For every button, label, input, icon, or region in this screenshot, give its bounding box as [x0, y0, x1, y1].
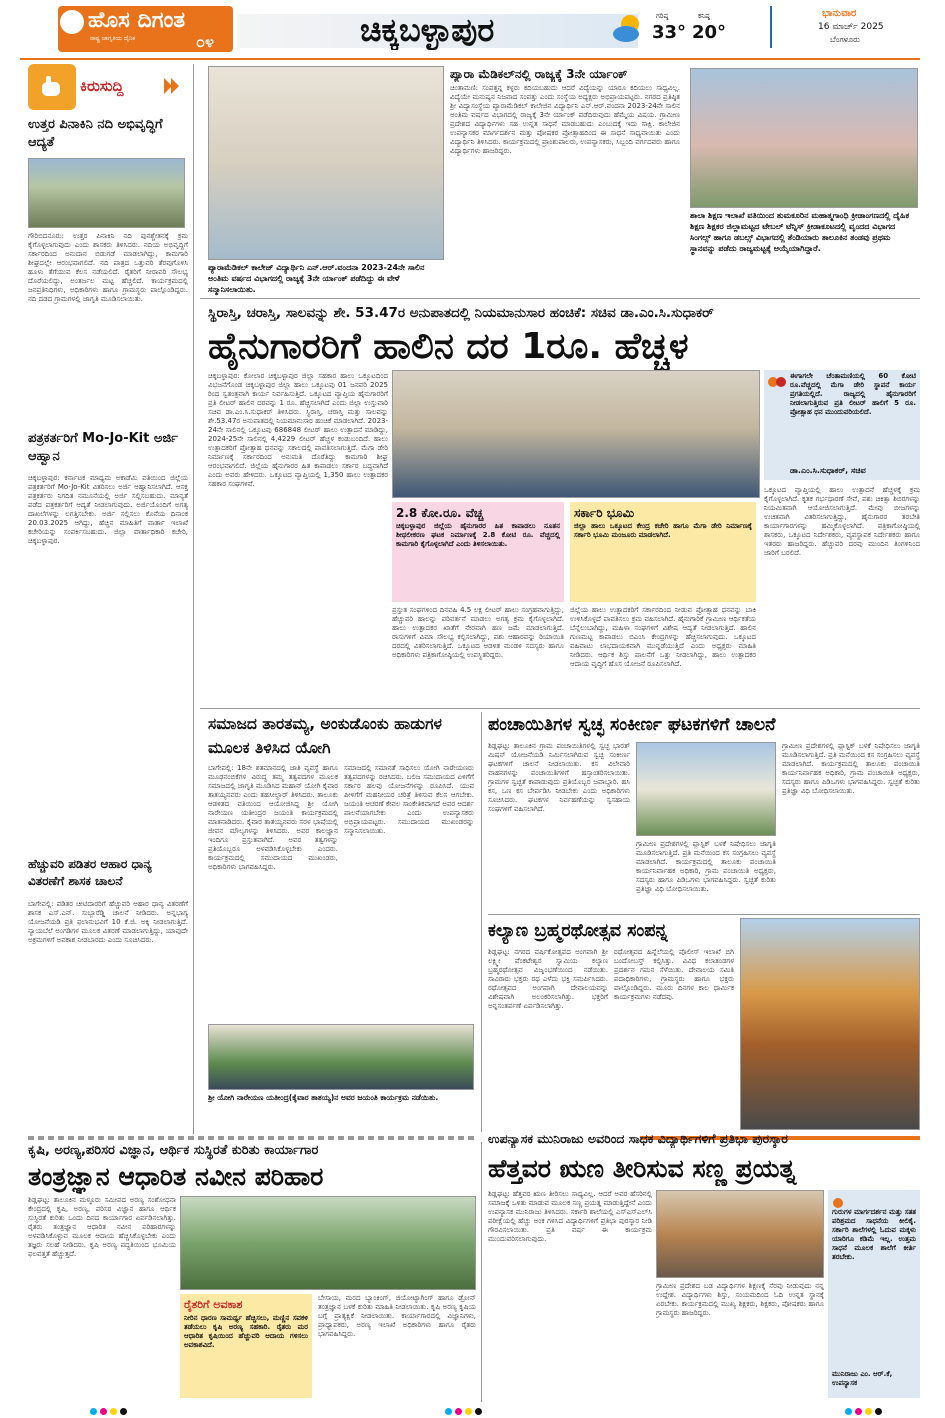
lead-box2-title: ಸರ್ಕಾರಿ ಭೂಮಿ	[574, 506, 635, 520]
quote-icon	[768, 374, 786, 388]
yogi-body2: ಸಮಾಜದಲ್ಲಿ ಸಮಾನತೆ ಸಾಧಿಸಲು ಯೋಗಿ ನಾರೇಯಣರು ತತ್ವಪದಗಳನ್ನು ರಚಿಸಿದರು. ಬಲಿಜ ಸಮುದಾಯದ ಏಳಿಗೆಗೆ ಸರ್ಕಾರ ಹಲವು ಯೋಜನೆಗಳನ್ನು ರೂಪಿಸಿದೆ. ಯುವ ಪೀಳಿಗೆಗೆ ಮಹನೀಯರ ಚರಿತ್ರೆ ತಿಳಿಸುವ ಕೆಲಸ ಆಗಬೇಕು. ಜಯಂತಿ ಆಚರಣೆ ಕೇವಲ ಸಾಂಕೇತಿಕವಾಗದೆ ಅವರ ಆದರ್ಶ ಪಾಲನೆಯಾಗಬೇಕು ಎಂದು ಉಪನ್ಯಾಸಕರು ಅಭಿಪ್ರಾಯಪಟ್ಟರು. ಸಮುದಾಯದ ಮುಖಂಡರನ್ನು ಸನ್ಮಾನಿಸಲಾಯಿತು.	[344, 764, 474, 835]
yogi-photo	[208, 1024, 474, 1090]
agro-photo	[180, 1196, 476, 1290]
award-quote-icon	[832, 1194, 844, 1206]
award-body: ಶಿಡ್ಲಘಟ್ಟ: ಹೆತ್ತವರ ಋಣ ತೀರಿಸಲು ಸಾಧ್ಯವಿಲ್ಲ. ಆದರೆ ಅವರ ಹೆಸರಿನಲ್ಲಿ ಸಮಾಜಕ್ಕೆ ಒಳಿತು ಮಾಡುವ ಮೂಲಕ ಸಣ್ಣ ಪ್ರಯತ್ನ ಮಾಡುತ್ತಿದ್ದೇನೆ ಎಂದು ಉಪನ್ಯಾಸಕ ಮುನಿರಾಜು ತಿಳಿಸಿದರು. ಸರ್ಕಾರಿ ಶಾಲೆಯಲ್ಲಿ ಎಸ್‌ಎಸ್‌ಎಲ್‌ಸಿ ಪರೀಕ್ಷೆಯಲ್ಲಿ ಹೆಚ್ಚು ಅಂಕ ಗಳಿಸಿದ ವಿದ್ಯಾರ್ಥಿಗಳಿಗೆ ಪ್ರತಿಭಾ ಪುರಸ್ಕಾರ ನೀಡಿ ಗೌರವಿಸಲಾಯಿತು. ಪ್ರತಿ ವರ್ಷ ಈ ಕಾರ್ಯಕ್ರಮ ಮುಂದುವರಿಸಲಾಗುವುದು.	[488, 1190, 652, 1243]
lead-box1-body: ಚಿಕ್ಕಬಳ್ಳಾಪುರ ಜಿಲ್ಲೆಯ ಹೈನುಗಾರರ ಹಿತ ಕಾಪಾಡಲು ನೂತನ ಶೀಥಲೀಕರಣ ಘಟಕ ನಿರ್ಮಾಣಕ್ಕೆ 2.8 ಕೋಟಿ ರೂ. ವೆಚ್ಚದಲ್ಲಿ ಕಾಮಗಾರಿ ಕೈಗೊಳ್ಳಲಾಗಿದೆ ಎಂದು ತಿಳಿಸಲಾಯಿತು.	[396, 522, 560, 548]
day: ಭಾನುವಾರ	[822, 8, 857, 19]
lead-box2-body: ಜಿಲ್ಲಾ ಹಾಲು ಒಕ್ಕೂಟದ ಕೇಂದ್ರ ಕಚೇರಿ ಹಾಗೂ ಮೆಗಾ ಡೇರಿ ನಿರ್ಮಾಣಕ್ಕೆ ಸರ್ಕಾರಿ ಭೂಮಿ ಮಂಜೂರು ಮಾಡಲಾಗಿದೆ.	[574, 522, 752, 539]
chevron-icon	[162, 76, 182, 96]
logo-text: ಹೊಸ ದಿಗಂತ	[88, 8, 186, 33]
mid-right-rule	[488, 914, 920, 915]
registration-marks-right	[845, 1408, 882, 1415]
min-temp: 20°	[692, 22, 727, 43]
masthead	[0, 0, 945, 58]
logo-tagline: ರಾಷ್ಟ್ರ ಜಾಗೃತಿಯ ದೈನಿಕ	[90, 35, 136, 42]
lead-box1-title: 2.8 ಕೋ.ರೂ. ವೆಚ್ಚ	[396, 506, 484, 520]
section-divider-left	[28, 1136, 476, 1140]
story3-title: ಹೆಚ್ಚುವರಿ ಪಡಿತರ ಆಹಾರ ಧಾನ್ಯ ವಿತರಣೆಗೆ ಶಾಸಕ ಚಾಲನೆ	[28, 857, 152, 888]
swachh-body2: ಗ್ರಾಮೀಣ ಪ್ರದೇಶಗಳಲ್ಲಿ ಪ್ಲಾಸ್ಟಿಕ್ ಬಳಕೆ ನಿಷೇಧಿಸಲು ಜಾಗೃತಿ ಮೂಡಿಸಲಾಗುತ್ತಿದೆ. ಪ್ರತಿ ಮನೆಯಿಂದ ಕಸ ಸಂಗ್ರಹಿಸಲು ವ್ಯವಸ್ಥೆ ಮಾಡಲಾಗಿದೆ. ಕಾರ್ಯಕ್ರಮದಲ್ಲಿ ತಾಲೂಕು ಪಂಚಾಯಿತಿ ಕಾರ್ಯನಿರ್ವಾಹಕ ಅಧಿಕಾರಿ, ಗ್ರಾಮ ಪಂಚಾಯಿತಿ ಅಧ್ಯಕ್ಷರು, ಸದಸ್ಯರು ಹಾಗೂ ಪಿಡಿಒಗಳು ಭಾಗವಹಿಸಿದ್ದರು. ಸ್ವಚ್ಛತೆ ಕುರಿತು ಪ್ರತಿಜ್ಞಾ ವಿಧಿ ಬೋಧಿಸಲಾಯಿತು.	[636, 840, 776, 893]
registration-marks-center	[445, 1408, 482, 1415]
min-temp-label: ಕನಿಷ್ಠ	[698, 12, 710, 20]
story1-body: ಗೌರಿಬಿದನೂರು: ಉತ್ತರ ಪಿನಾಕಿನಿ ನದಿ ಪುನಶ್ಚೇತನಕ್ಕೆ ಕ್ರಮ ಕೈಗೊಳ್ಳಲಾಗುವುದು ಎಂದು ಶಾಸಕರು ತಿಳಿಸಿದರು. ನದಿಯ ಅಭಿವೃದ್ಧಿಗೆ ಸರ್ಕಾರದಿಂದ ಅನುದಾನ ಬಿಡುಗಡೆ ಮಾಡಲಾಗಿದ್ದು, ಕಾಮಗಾರಿ ಶೀಘ್ರದಲ್ಲೇ ಆರಂಭವಾಗಲಿದೆ. ನದಿ ಪಾತ್ರದ ಒತ್ತುವರಿ ತೆರವುಗೊಳಿಸಿ ಹೂಳು ತೆಗೆಯುವ ಕೆಲಸ ನಡೆಯಲಿದೆ. ರೈತರಿಗೆ ನೀರಾವರಿ ಸೌಲಭ್ಯ ದೊರೆಯಲಿದ್ದು, ಅಂತರ್ಜಲ ಮಟ್ಟ ಹೆಚ್ಚಲಿದೆ. ಕಾರ್ಯಕ್ರಮದಲ್ಲಿ ಜನಪ್ರತಿನಿಧಿಗಳು, ಅಧಿಕಾರಿಗಳು ಹಾಗೂ ಗ್ರಾಮಸ್ಥರು ಪಾಲ್ಗೊಂಡಿದ್ದರು. ನದಿ ದಡದ ಗ್ರಾಮಗಳಲ್ಲಿ ಜಾಗೃತಿ ಮೂಡಿಸಲಾಯಿತು.	[28, 232, 188, 303]
agro-box-title: ರೈತರಿಗೆ ಅವಕಾಶ	[184, 1298, 243, 1311]
lead-photo	[392, 370, 760, 498]
agro-body: ಶಿಡ್ಲಘಟ್ಟ: ತಾಲೂಕಿನ ಮಳ್ಳೂರು ಸಮೀಪದ ಅರಣ್ಯ ಸಂಶೋಧನಾ ಕೇಂದ್ರದಲ್ಲಿ ಕೃಷಿ, ಅರಣ್ಯ, ಪರಿಸರ ವಿಜ್ಞಾನ ಹಾಗೂ ಆರ್ಥಿಕ ಸುಸ್ಥಿರತೆ ಕುರಿತು ಒಂದು ದಿನದ ಕಾರ್ಯಾಗಾರ ಏರ್ಪಡಿಸಲಾಗಿತ್ತು. ರೈತರು ತಂತ್ರಜ್ಞಾನ ಆಧಾರಿತ ನವೀನ ಪರಿಹಾರಗಳನ್ನು ಅಳವಡಿಸಿಕೊಳ್ಳುವ ಮೂಲಕ ಆದಾಯ ಹೆಚ್ಚಿಸಿಕೊಳ್ಳಬೇಕು ಎಂದು ತಜ್ಞರು ಸಲಹೆ ನೀಡಿದರು. ಕೃಷಿ ಅರಣ್ಯ ಪದ್ಧತಿಯಿಂದ ಭೂಮಿಯ ಫಲವತ್ತತೆ ಹೆಚ್ಚುತ್ತದೆ.	[28, 1196, 176, 1258]
swachh-photo	[636, 742, 776, 836]
registration-marks	[90, 1408, 127, 1415]
swachh-headline: ಪಂಚಾಯಿತಿಗಳ ಸ್ವಚ್ಛ ಸಂಕೀರ್ಣ ಘಟಕಗಳಿಗೆ ಚಾಲನೆ	[488, 715, 776, 735]
sports-photo-caption: ಶಾಲಾ ಶಿಕ್ಷಣ ಇಲಾಖೆ ವತಿಯಿಂದ ತುಮಕೂರಿನ ಮಹಾತ್ಮಗಾಂಧಿ ಕ್ರೀಡಾಂಗಣದಲ್ಲಿ ದೈಹಿಕ ಶಿಕ್ಷಣ ಶಿಕ್ಷಕರ ಜಿಲ್ಲಾಮಟ್ಟದ ಟೇಬಲ್ ಟೆನ್ನಿಸ್ ಕ್ರೀಡಾಕೂಟದಲ್ಲಿ ವೃಂದದ ವಿಭಾಗದ ಸಿಂಗಲ್ಸ್ ಹಾಗೂ ಡಬಲ್ಸ್ ವಿಭಾಗದಲ್ಲಿ ತೆಂಡಿಯಾರು ತಾಲೂಕಿನ ತಂಡವು ಪ್ರಥಮ ಸ್ಥಾನವನ್ನು ಪಡೆದು ರಾಜ್ಯಮಟ್ಟಕ್ಕೆ ಆಯ್ಕೆಯಾಗಿದ್ದಾರೆ.	[690, 211, 910, 253]
lead-rule	[200, 708, 920, 709]
lead-body3: ಜಿಲ್ಲೆಯ ಹಾಲು ಉತ್ಪಾದಕರಿಗೆ ಸರ್ಕಾರದಿಂದ ನೀಡುವ ಪ್ರೋತ್ಸಾಹ ಧನವನ್ನು ಬಾಕಿ ಉಳಿಸಿಕೊಳ್ಳದೆ ಪಾವತಿಸಲು ಕ್ರಮ ವಹಿಸಲಾಗಿದೆ. ಹೈನುಗಾರಿಕೆ ಗ್ರಾಮೀಣ ಆರ್ಥಿಕತೆಯ ಬೆನ್ನೆಲುಬಾಗಿದ್ದು, ಮಹಿಳಾ ಸಂಘಗಳಿಗೆ ವಿಶೇಷ ಆದ್ಯತೆ ನೀಡಲಾಗುತ್ತಿದೆ. ಹಾಲಿನ ಗುಣಮಟ್ಟ ಕಾಪಾಡಲು ಬಿಎಂಸಿ ಕೇಂದ್ರಗಳನ್ನು ಹೆಚ್ಚಿಸಲಾಗುವುದು. ಒಕ್ಕೂಟದ ವಹಿವಾಟು ಲಾಭದಾಯಕವಾಗಿ ಮುನ್ನಡೆಯುತ್ತಿದೆ ಎಂದು ಅಧ್ಯಕ್ಷರು ಮಾಹಿತಿ ನೀಡಿದರು. ಆರ್ಥಿಕ ಶಿಸ್ತು ಪಾಲನೆಗೆ ಒತ್ತು ನೀಡಲಾಗಿದ್ದು, ಹಾಲು ಉತ್ಪಾದಕರ ಆದಾಯ ವೃದ್ಧಿಗೆ ಹೊಸ ಯೋಜನೆ ರೂಪಿಸಲಾಗಿದೆ.	[570, 606, 756, 668]
agro-headline: ತಂತ್ರಜ್ಞಾನ ಆಧಾರಿತ ನವೀನ ಪರಿಹಾರ	[28, 1162, 324, 1191]
rank-photo	[208, 66, 444, 260]
story3-body: ಬಾಗೇಪಲ್ಲಿ: ಪಡಿತರ ಚೀಟಿದಾರರಿಗೆ ಹೆಚ್ಚುವರಿ ಆಹಾರ ಧಾನ್ಯ ವಿತರಣೆಗೆ ಶಾಸಕ ಎಸ್.ಎನ್. ಸುಬ್ಬಾರೆಡ್ಡಿ ಚಾಲನೆ ನೀಡಿದರು. ಅನ್ನಭಾಗ್ಯ ಯೋಜನೆಯಡಿ ಪ್ರತಿ ಫಲಾನುಭವಿಗೆ 10 ಕೆ.ಜಿ. ಅಕ್ಕಿ ನೀಡಲಾಗುತ್ತಿದೆ. ನ್ಯಾಯಬೆಲೆ ಅಂಗಡಿಗಳ ಮೂಲಕ ವಿತರಣೆ ಮಾಡಲಾಗುತ್ತಿದ್ದು, ಯಾವುದೇ ಅಕ್ರಮಗಳಿಗೆ ಅವಕಾಶ ನೀಡಬಾರದು ಎಂದು ಸೂಚಿಸಿದರು.	[28, 900, 188, 944]
date: 16 ಮಾರ್ಚ್ 2025	[818, 22, 884, 32]
yogi-headline: ಸಮಾಜದ ತಾರತಮ್ಯ, ಅಂಕುಡೊಂಕು ಹಾಡುಗಳ ಮೂಲಕ ತಿಳಿಸಿದ ಯೋಗಿ	[208, 715, 442, 757]
rank-headline: ಪ್ಯಾರಾ ಮೆಡಿಕಲ್‌ನಲ್ಲಿ ರಾಜ್ಯಕ್ಕೆ 3ನೇ ರ್ಯಾಂಕ್	[450, 67, 628, 81]
rank-body: ಚಿಂತಾಮಣಿ: ಸಂಪತ್ತನ್ನ ಕಳ್ಳರು ಕದಿಯಬಹುದು ಆದರೆ ವಿದ್ಯೆಯನ್ನು ಯಾರೂ ಕದಿಯಲು ಸಾಧ್ಯವಿಲ್ಲ. ವಿದ್ಯೆಯೇ ಮನುಷ್ಯನ ನಿಜವಾದ ಸಂಪತ್ತು ಎಂದು ಸಂಸ್ಥೆಯ ಅಧ್ಯಕ್ಷರು ಅಭಿಪ್ರಾಯಪಟ್ಟರು. ನಗರದ ಪ್ರತಿಷ್ಠಿತ ಶ್ರೀ ವಿದ್ಯಾಸಂಸ್ಥೆಯ ಪ್ಯಾರಾಮೆಡಿಕಲ್ ಕಾಲೇಜಿನ ವಿದ್ಯಾರ್ಥಿನಿ ಎನ್.ಆರ್.ವಂದನಾ 2023-24ನೇ ಸಾಲಿನ ಅಂತಿಮ ವರ್ಷದ ವಿಭಾಗದಲ್ಲಿ ರಾಜ್ಯಕ್ಕೆ 3ನೇ ರ್ಯಾಂಕ್ ಪಡೆದಿರುವುದು ಹೆಮ್ಮೆಯ ವಿಷಯ. ಗ್ರಾಮೀಣ ಪ್ರದೇಶದ ವಿದ್ಯಾರ್ಥಿಗಳು ಸಹ ಉನ್ನತ ಸಾಧನೆ ಮಾಡಬಹುದು ಎಂಬುದಕ್ಕೆ ಇದು ಸಾಕ್ಷಿ. ಕಾಲೇಜಿನ ಉಪನ್ಯಾಸಕರ ಮಾರ್ಗದರ್ಶನ ಮತ್ತು ಪೋಷಕರ ಪ್ರೋತ್ಸಾಹದಿಂದ ಈ ಸಾಧನೆ ಸಾಧ್ಯವಾಯಿತು ಎಂದು ವಿದ್ಯಾರ್ಥಿನಿ ತಿಳಿಸಿದರು. ಕಾರ್ಯಕ್ರಮದಲ್ಲಿ ಪ್ರಾಂಶುಪಾಲರು, ಉಪನ್ಯಾಸಕರು, ಸಿಬ್ಬಂದಿ ವರ್ಗದವರು ಹಾಗೂ ವಿದ್ಯಾರ್ಥಿಗಳು ಹಾಜರಿದ್ದರು.	[450, 84, 680, 155]
yogi-photo-caption: ಶ್ರೀ ಯೋಗಿ ನಾರೇಯಣ ಯತೀಂದ್ರ(ಕೈವಾರ ತಾತಯ್ಯ)ನ ಅವರ ಜಯಂತಿ ಕಾರ್ಯಕ್ರಮ ನಡೆಯಿತು.	[208, 1093, 439, 1102]
ratha-body: ಶಿಡ್ಲಘಟ್ಟ: ನಗರದ ವರ್ಷಿಕೋತ್ಸವದ ಅಂಗವಾಗಿ ಶ್ರೀ ಲಕ್ಷ್ಮೀ ವೆಂಕಟೇಶ್ವರ ಸ್ವಾಮಿಯ ಕಲ್ಯಾಣ ಬ್ರಹ್ಮರಥೋತ್ಸವ ವಿಜೃಂಭಣೆಯಿಂದ ನಡೆಯಿತು. ಸಾವಿರಾರು ಭಕ್ತರು ರಥ ಎಳೆದು ಭಕ್ತಿ ಸಮರ್ಪಿಸಿದರು. ರಥೋತ್ಸವದ ಅಂಗವಾಗಿ ದೇವಾಲಯವನ್ನು ವಿಶೇಷವಾಗಿ ಅಲಂಕರಿಸಲಾಗಿತ್ತು. ಭಕ್ತರಿಗೆ ಅನ್ನಸಂತರ್ಪಣೆ ಏರ್ಪಡಿಸಲಾಗಿತ್ತು.	[488, 948, 608, 1010]
story2-title: ಪತ್ರಕರ್ತರಿಗೆ Mo-Jo-Kit ಅರ್ಜಿ ಆಹ್ವಾನ	[28, 431, 178, 464]
lead-quote-author: ಡಾ.ಎಂ.ಸಿ.ಸುಧಾಕರ್, ಸಚಿವ	[790, 466, 866, 475]
page-number: ೦೪	[196, 32, 214, 51]
award-kicker: ಉಪನ್ಯಾಸಕ ಮುನಿರಾಜು ಅವರಿಂದ ಸಾಧಕ ವಿದ್ಯಾರ್ಥಿಗಳಿಗೆ ಪ್ರತಿಭಾ ಪುರಸ್ಕಾರ	[488, 1131, 788, 1146]
agro-body2: ಬೇಸಾಯ, ಮರದ ಬ್ಯಾಂಕಿಂಗ್, ಜಿಯೋಟ್ಯಾಗಿಂಗ್ ಹಾಗೂ ಡ್ರೋನ್ ತಂತ್ರಜ್ಞಾನ ಬಳಕೆ ಕುರಿತು ಮಾಹಿತಿ ನೀಡಲಾಯಿತು. ಕೃಷಿ ಅರಣ್ಯ ಕೃಷಿಯ ಬಗ್ಗೆ ಪ್ರಾತ್ಯಕ್ಷಿಕೆ ನೀಡಲಾಯಿತು. ಕಾರ್ಯಾಗಾರದಲ್ಲಿ ವಿಜ್ಞಾನಿಗಳು, ಪ್ರಾಧ್ಯಾಪಕರು, ಅರಣ್ಯ ಇಲಾಖೆ ಅಧಿಕಾರಿಗಳು ಹಾಗೂ ರೈತರು ಭಾಗವಹಿಸಿದ್ದರು.	[318, 1294, 476, 1338]
edition-title: ಚಿಕ್ಕಬಳ್ಳಾಪುರ	[360, 11, 495, 49]
lead-body: ಚಿಕ್ಕಬಳ್ಳಾಪುರ: ಕೋಲಾರ ಚಿಕ್ಕಬಳ್ಳಾಪುರ ಜಿಲ್ಲಾ ಸಹಕಾರ ಹಾಲು ಒಕ್ಕೂಟದಿಂದ ವಿಭಜನೆಗೊಂಡ ಚಿಕ್ಕಬಳ್ಳಾಪುರ ಜಿಲ್ಲಾ ಹಾಲು ಒಕ್ಕೂಟವು 01 ಜನವರಿ 2025 ರಿಂದ ಸ್ವತಂತ್ರವಾಗಿ ಕಾರ್ಯ ನಿರ್ವಹಿಸುತ್ತಿದೆ. ಒಕ್ಕೂಟದ ವ್ಯಾಪ್ತಿಯ ಹೈನುಗಾರರಿಗೆ ಪ್ರತಿ ಲೀಟರ್ ಹಾಲಿನ ದರವನ್ನು 1 ರೂ. ಹೆಚ್ಚಿಸಲಾಗಿದೆ ಎಂದು ಜಿಲ್ಲಾ ಉಸ್ತುವಾರಿ ಸಚಿವ ಡಾ.ಎಂ.ಸಿ.ಸುಧಾಕರ್ ತಿಳಿಸಿದರು. ಸ್ಥಿರಾಸ್ತಿ, ಚರಾಸ್ತಿ ಮತ್ತು ಸಾಲವನ್ನು ಶೇ.53.47ರ ಅನುಪಾತದಲ್ಲಿ ನಿಯಮಾನುಸಾರ ಹಂಚಿಕೆ ಮಾಡಲಾಗಿದೆ. 2023-24ನೇ ಸಾಲಿನಲ್ಲಿ ಒಕ್ಕೂಟವು 686848 ಲೀಟರ್ ಹಾಲು ಉತ್ಪಾದನೆ ಮಾಡಿದ್ದು, 2024-25ನೇ ಸಾಲಿನಲ್ಲಿ 4,4229 ಲೀಟರ್ ಹೆಚ್ಚಳ ಕಂಡುಬಂದಿದೆ. ಹಾಲು ಉತ್ಪಾದಕರಿಗೆ ಪ್ರೋತ್ಸಾಹ ಧನವನ್ನು ಸಕಾಲದಲ್ಲಿ ಪಾವತಿಸಲಾಗುತ್ತಿದೆ. ಮೆಗಾ ಡೇರಿ ನಿರ್ಮಾಣಕ್ಕೆ ಸರ್ಕಾರದಿಂದ ಅನುಮತಿ ದೊರೆತಿದ್ದು ಕಾಮಗಾರಿ ಶೀಘ್ರ ಆರಂಭವಾಗಲಿದೆ. ಜಿಲ್ಲೆಯ ಹೈನುಗಾರರ ಹಿತ ಕಾಪಾಡಲು ಸರ್ಕಾರ ಬದ್ಧವಾಗಿದೆ ಎಂದು ಅವರು ಹೇಳಿದರು. ಒಕ್ಕೂಟದ ವ್ಯಾಪ್ತಿಯಲ್ಲಿ 1,350 ಹಾಲು ಉತ್ಪಾದಕರ ಸಹಕಾರ ಸಂಘಗಳಿವೆ.	[208, 372, 388, 488]
lead-kicker: ಸ್ಥಿರಾಸ್ತಿ, ಚರಾಸ್ತಿ, ಸಾಲವನ್ನು ಶೇ. 53.47ರ ಅನುಪಾತದಲ್ಲಿ ನಿಯಮಾನುಸಾರ ಹಂಚಿಕೆ: ಸಚಿವ ಡಾ.ಎಂ.ಸಿ.ಸುಧಾಕರ್	[208, 305, 714, 321]
lead-headline: ಹೈನುಗಾರರಿಗೆ ಹಾಲಿನ ದರ 1ರೂ. ಹೆಚ್ಚಳ	[208, 326, 689, 367]
yogi-body: ಬಾಗೇಪಲ್ಲಿ: 18ನೇ ಶತಮಾನದಲ್ಲಿ ಜಾತಿ ವ್ಯವಸ್ಥೆ ಹಾಗೂ ಮೂಢನಂಬಿಕೆಗಳ ವಿರುದ್ಧ ತಮ್ಮ ತತ್ವಪದಗಳ ಮೂಲಕ ಸಮಾಜದಲ್ಲಿ ಜಾಗೃತಿ ಮೂಡಿಸಿದ ಮಹಾನ್ ಯೋಗಿ ಕೈವಾರ ತಾತಯ್ಯನವರು ಎಂದು ತಹಸೀಲ್ದಾರ್ ತಿಳಿಸಿದರು. ತಾಲೂಕು ಆಡಳಿತದ ವತಿಯಿಂದ ಆಯೋಜಿಸಿದ್ದ ಶ್ರೀ ಯೋಗಿ ನಾರೇಯಣ ಯತೀಂದ್ರರ ಜಯಂತಿ ಕಾರ್ಯಕ್ರಮದಲ್ಲಿ ಮಾತನಾಡಿದರು. ಕೈವಾರ ತಾತಯ್ಯನವರು ಸರಳ ಭಾಷೆಯಲ್ಲಿ ಜೀವನ ಮೌಲ್ಯಗಳನ್ನು ತಿಳಿಸಿದರು. ಅವರ ಕಾಲಜ್ಞಾನ ಇಂದಿಗೂ ಪ್ರಸ್ತುತವಾಗಿದೆ. ಅವರ ತತ್ವಗಳನ್ನು ಪ್ರತಿಯೊಬ್ಬರೂ ಅಳವಡಿಸಿಕೊಳ್ಳಬೇಕು ಎಂದರು. ಕಾರ್ಯಕ್ರಮದಲ್ಲಿ ಸಮುದಾಯದ ಮುಖಂಡರು, ಅಧಿಕಾರಿಗಳು ಭಾಗವಹಿಸಿದ್ದರು.	[208, 764, 338, 871]
lead-quote: ಈಗಾಗಲೇ ಚೆಂತಾಮಣಿಯಲ್ಲಿ 60 ಕೋಟಿ ರೂ.ವೆಚ್ಚದಲ್ಲಿ ಮೆಗಾ ಡೇರಿ ಸ್ಥಾಪನೆ ಕಾರ್ಯ ಪ್ರಗತಿಯಲ್ಲಿದೆ. ರಾಜ್ಯದಲ್ಲಿ ಹೈನುಗಾರರಿಗೆ ನೀಡಲಾಗುತ್ತಿರುವ ಪ್ರತಿ ಲೀಟರ್ ಹಾಲಿಗೆ 5 ರೂ. ಪ್ರೋತ್ಸಾಹ ಧನ ಮುಂದುವರಿಯಲಿದೆ.	[790, 372, 916, 416]
award-photo	[656, 1190, 824, 1278]
award-body2: ಗ್ರಾಮೀಣ ಪ್ರದೇಶದ ಬಡ ವಿದ್ಯಾರ್ಥಿಗಳ ಶಿಕ್ಷಣಕ್ಕೆ ನೆರವು ನೀಡುವುದು ನನ್ನ ಉದ್ದೇಶ. ವಿದ್ಯಾರ್ಥಿಗಳು ಶಿಸ್ತು, ಸಂಯಮದಿಂದ ಓದಿ ಉನ್ನತ ಸ್ಥಾನಕ್ಕೆ ಏರಬೇಕು. ಕಾರ್ಯಕ್ರಮದಲ್ಲಿ ಮುಖ್ಯ ಶಿಕ್ಷಕರು, ಶಿಕ್ಷಕರು, ಪೋಷಕರು ಹಾಗೂ ಗ್ರಾಮಸ್ಥರು ಹಾಜರಿದ್ದರು.	[656, 1282, 824, 1317]
award-headline: ಹೆತ್ತವರ ಋಣ ತೀರಿಸುವ ಸಣ್ಣ ಪ್ರಯತ್ನ	[488, 1154, 797, 1183]
swachh-body: ಶಿಡ್ಲಘಟ್ಟ: ತಾಲೂಕಿನ ಗ್ರಾಮ ಪಂಚಾಯಿತಿಗಳಲ್ಲಿ ಸ್ವಚ್ಛ ಭಾರತ್ ಮಿಷನ್ ಯೋಜನೆಯಡಿ ನಿರ್ಮಿಸಲಾಗಿರುವ ಸ್ವಚ್ಛ ಸಂಕೀರ್ಣ ಘಟಕಗಳಿಗೆ ಚಾಲನೆ ನೀಡಲಾಯಿತು. ಕಸ ವಿಲೇವಾರಿ ವಾಹನಗಳನ್ನು ಪಂಚಾಯಿತಿಗಳಿಗೆ ಹಸ್ತಾಂತರಿಸಲಾಯಿತು. ಗ್ರಾಮಗಳ ಸ್ವಚ್ಛತೆ ಕಾಪಾಡುವುದು ಪ್ರತಿಯೊಬ್ಬರ ಜವಾಬ್ದಾರಿ. ಹಸಿ ಕಸ, ಒಣ ಕಸ ಬೇರ್ಪಡಿಸಿ ನೀಡಬೇಕು ಎಂದು ಅಧಿಕಾರಿಗಳು ಸೂಚಿಸಿದರು. ಘಟಕಗಳ ನಿರ್ವಹಣೆಯನ್ನು ಸ್ವಸಹಾಯ ಸಂಘಗಳಿಗೆ ವಹಿಸಲಾಗಿದೆ.	[488, 742, 630, 813]
max-temp-label: ಗರಿಷ್ಠ	[656, 12, 669, 20]
agro-kicker: ಕೃಷಿ, ಅರಣ್ಯ,ಪರಿಸರ ವಿಜ್ಞಾನ, ಆರ್ಥಿಕ ಸುಸ್ಥಿರತೆ ಕುರಿತು ಕಾರ್ಯಾಗಾರ	[28, 1143, 319, 1158]
brand-label: ಕಿರುಸುದ್ದಿ	[80, 77, 124, 95]
ratha-body2: ರಥೋತ್ಸವದ ಹಿನ್ನೆಲೆಯಲ್ಲಿ ಪೊಲೀಸ್ ಇಲಾಖೆ ಬಿಗಿ ಬಂದೋಬಸ್ತ್ ಕಲ್ಪಿಸಿತ್ತು. ವಿವಿಧ ಕಲಾತಂಡಗಳ ಪ್ರದರ್ಶನ ಗಮನ ಸೆಳೆಯಿತು. ದೇವಾಲಯ ಸಮಿತಿ ಪದಾಧಿಕಾರಿಗಳು, ಗ್ರಾಮಸ್ಥರು ಹಾಗೂ ಭಕ್ತರು ಪಾಲ್ಗೊಂಡಿದ್ದರು. ಮೂರು ದಿನಗಳ ಕಾಲ ಧಾರ್ಮಿಕ ಕಾರ್ಯಕ್ರಮಗಳು ನಡೆದವು.	[614, 948, 734, 1001]
lead-body2: ಪ್ರಸ್ತುತ ಸಂಘಗಳಿಂದ ದಿನವಹಿ 4.5 ಲಕ್ಷ ಲೀಟರ್ ಹಾಲು ಸಂಗ್ರಹವಾಗುತ್ತಿದ್ದು, ಹೆಚ್ಚುವರಿ ಹಾಲನ್ನು ಪರಿವರ್ತನೆ ಮಾಡಲು ಅಗತ್ಯ ಕ್ರಮ ಕೈಗೊಳ್ಳಲಾಗಿದೆ. ಹಾಲು ಉತ್ಪಾದಕರ ಖಾತೆಗೆ ನೇರವಾಗಿ ಹಣ ಜಮೆ ಮಾಡಲಾಗುತ್ತಿದೆ. ರಾಸುಗಳಿಗೆ ವಿಮಾ ಸೌಲಭ್ಯ ಕಲ್ಪಿಸಲಾಗಿದ್ದು, ಪಶು ಆಹಾರವನ್ನು ರಿಯಾಯಿತಿ ದರದಲ್ಲಿ ವಿತರಿಸಲಾಗುತ್ತಿದೆ. ಒಕ್ಕೂಟದ ಆಡಳಿತ ಮಂಡಳಿ ಸದಸ್ಯರು ಹಾಗೂ ಅಧಿಕಾರಿಗಳು ಪತ್ರಿಕಾಗೋಷ್ಠಿಯಲ್ಲಿ ಉಪಸ್ಥಿತರಿದ್ದರು.	[392, 606, 564, 659]
agro-box-body: ನೀರಿನ ಧಾರಣ ಸಾಮರ್ಥ್ಯ ಹೆಚ್ಚಿಸಲು, ಮಣ್ಣಿನ ಸವಕಳಿ ತಡೆಯಲು ಕೃಷಿ ಅರಣ್ಯ ಸಹಕಾರಿ. ರೈತರು ಮರ ಆಧಾರಿತ ಕೃಷಿಯಿಂದ ಹೆಚ್ಚುವರಿ ಆದಾಯ ಗಳಿಸಲು ಅವಕಾಶವಿದೆ.	[184, 1314, 308, 1349]
max-temp: 33°	[652, 22, 687, 43]
masthead-rule	[20, 58, 920, 60]
award-quote: ಗುರುಗಳ ಮಾರ್ಗದರ್ಶನ ಮತ್ತು ಸತತ ಪರಿಶ್ರಮದ ಸಾಧನೆಯ ಕೀಲಿಕೈ. ಸರ್ಕಾರಿ ಶಾಲೆಗಳಲ್ಲಿ ಓದುವ ಮಕ್ಕಳು ಯಾರಿಗೂ ಕಡಿಮೆ ಇಲ್ಲ. ಉತ್ತಮ ಸಾಧನೆ ಮೂಲಕ ಶಾಲೆಗೆ ಕೀರ್ತಿ ತರಬೇಕು.	[832, 1208, 916, 1261]
mid-vertical-rule	[481, 712, 482, 1132]
story1-photo	[28, 158, 185, 228]
ratha-headline: ಕಲ್ಯಾಣ ಬ್ರಹ್ಮರಥೋತ್ಸವ ಸಂಪನ್ನ	[488, 921, 668, 941]
weather-icon	[610, 10, 646, 46]
logo-emblem	[60, 10, 84, 34]
ratha-photo	[740, 918, 920, 1130]
award-quote-author: ಮುನಿರಾಜು ಎಂ. ಆರ್‌.ಕೆ, ಉಪನ್ಯಾಸಕ	[832, 1370, 893, 1387]
sports-photo	[690, 68, 918, 208]
bottom-vertical-rule	[481, 1142, 482, 1402]
top-rule	[200, 298, 920, 299]
left-column-rule	[193, 64, 194, 1134]
lead-right-body: ಒಕ್ಕೂಟದ ವ್ಯಾಪ್ತಿಯಲ್ಲಿ ಹಾಲು ಉತ್ಪಾದನೆ ಹೆಚ್ಚಳಕ್ಕೆ ಕ್ರಮ ಕೈಗೊಳ್ಳಲಾಗಿದೆ. ಕೃತಕ ಗರ್ಭಧಾರಣೆ ಸೇವೆ, ಪಶು ಚಿಕಿತ್ಸಾ ಶಿಬಿರಗಳನ್ನು ನಿಯಮಿತವಾಗಿ ಆಯೋಜಿಸಲಾಗುತ್ತಿದೆ. ಮೇವು ಬೀಜಗಳನ್ನು ಉಚಿತವಾಗಿ ವಿತರಿಸಲಾಗುತ್ತಿದ್ದು, ಹೈನುಗಾರರ ತರಬೇತಿ ಕಾರ್ಯಾಗಾರಗಳನ್ನು ಹಮ್ಮಿಕೊಳ್ಳಲಾಗಿದೆ. ಪತ್ರಿಕಾಗೋಷ್ಠಿಯಲ್ಲಿ ಶಾಸಕರು, ಒಕ್ಕೂಟದ ನಿರ್ದೇಶಕರು, ವ್ಯವಸ್ಥಾಪಕ ನಿರ್ದೇಶಕರು ಹಾಗೂ ಇತರರು ಹಾಜರಿದ್ದರು. ಹೆಚ್ಚುವರಿ ದರವು ಮುಂದಿನ ತಿಂಗಳಿನಿಂದ ಜಾರಿಗೆ ಬರಲಿದೆ.	[764, 486, 920, 557]
story2-body: ಚಿಕ್ಕಬಳ್ಳಾಪುರ: ಕರ್ನಾಟಕ ಮಾಧ್ಯಮ ಅಕಾಡೆಮಿ ವತಿಯಿಂದ ಜಿಲ್ಲೆಯ ಪತ್ರಕರ್ತರಿಗೆ Mo-Jo-Kit ವಿತರಿಸಲು ಅರ್ಜಿ ಆಹ್ವಾನಿಸಲಾಗಿದೆ. ಆಸಕ್ತ ಪತ್ರಕರ್ತರು ನಿಗದಿತ ನಮೂನೆಯಲ್ಲಿ ಅರ್ಜಿ ಸಲ್ಲಿಸಬಹುದು. ಮಾನ್ಯತೆ ಪಡೆದ ಪತ್ರಕರ್ತರಿಗೆ ಆದ್ಯತೆ ನೀಡಲಾಗುವುದು. ಅರ್ಜಿಯೊಂದಿಗೆ ಅಗತ್ಯ ದಾಖಲೆಗಳನ್ನು ಲಗತ್ತಿಸಬೇಕು. ಅರ್ಜಿ ಸಲ್ಲಿಸಲು ಕೊನೆಯ ದಿನಾಂಕ 20.03.2025 ಆಗಿದ್ದು, ಹೆಚ್ಚಿನ ಮಾಹಿತಿಗೆ ವಾರ್ತಾ ಇಲಾಖೆ ಕಚೇರಿಯನ್ನು ಸಂಪರ್ಕಿಸಬಹುದು. ಜಿಲ್ಲಾ ವಾರ್ತಾಧಿಕಾರಿ ಕಚೇರಿ, ಚಿಕ್ಕಬಳ್ಳಾಪುರ.	[28, 474, 188, 545]
swachh-body3: ಗ್ರಾಮೀಣ ಪ್ರದೇಶಗಳಲ್ಲಿ ಪ್ಲಾಸ್ಟಿಕ್ ಬಳಕೆ ನಿಷೇಧಿಸಲು ಜಾಗೃತಿ ಮೂಡಿಸಲಾಗುತ್ತಿದೆ. ಪ್ರತಿ ಮನೆಯಿಂದ ಕಸ ಸಂಗ್ರಹಿಸಲು ವ್ಯವಸ್ಥೆ ಮಾಡಲಾಗಿದೆ. ಕಾರ್ಯಕ್ರಮದಲ್ಲಿ ತಾಲೂಕು ಪಂಚಾಯಿತಿ ಕಾರ್ಯನಿರ್ವಾಹಕ ಅಧಿಕಾರಿ, ಗ್ರಾಮ ಪಂಚಾಯಿತಿ ಅಧ್ಯಕ್ಷರು, ಸದಸ್ಯರು ಹಾಗೂ ಪಿಡಿಒಗಳು ಭಾಗವಹಿಸಿದ್ದರು. ಸ್ವಚ್ಛತೆ ಕುರಿತು ಪ್ರತಿಜ್ಞಾ ವಿಧಿ ಬೋಧಿಸಲಾಯಿತು.	[782, 742, 920, 795]
rank-photo-caption: ಪ್ಯಾರಾಮೆಡಿಕಲ್ ಕಾಲೇಜ್ ವಿದ್ಯಾರ್ಥಿನಿ ಎನ್.ಆರ್.ವಂದನಾ 2023-24ನೇ ಸಾಲಿನ ಅಂತಿಮ ವರ್ಷದ ವಿಭಾಗದಲ್ಲಿ ರಾಜ್ಯಕ್ಕೆ 3ನೇ ರ್ಯಾಂಕ್ ಪಡೆದಿದ್ದು ಈ ವೇಳೆ ಸನ್ಮಾನಿಸಲಾಯಿತು.	[208, 263, 425, 294]
hand-icon	[36, 72, 68, 102]
city: ಬೆಂಗಳೂರು	[830, 35, 860, 44]
story1-title: ಉತ್ತರ ಪಿನಾಕಿನಿ ನದಿ ಅಭಿವೃದ್ಧಿಗೆ ಆದ್ಯತೆ	[28, 117, 163, 150]
